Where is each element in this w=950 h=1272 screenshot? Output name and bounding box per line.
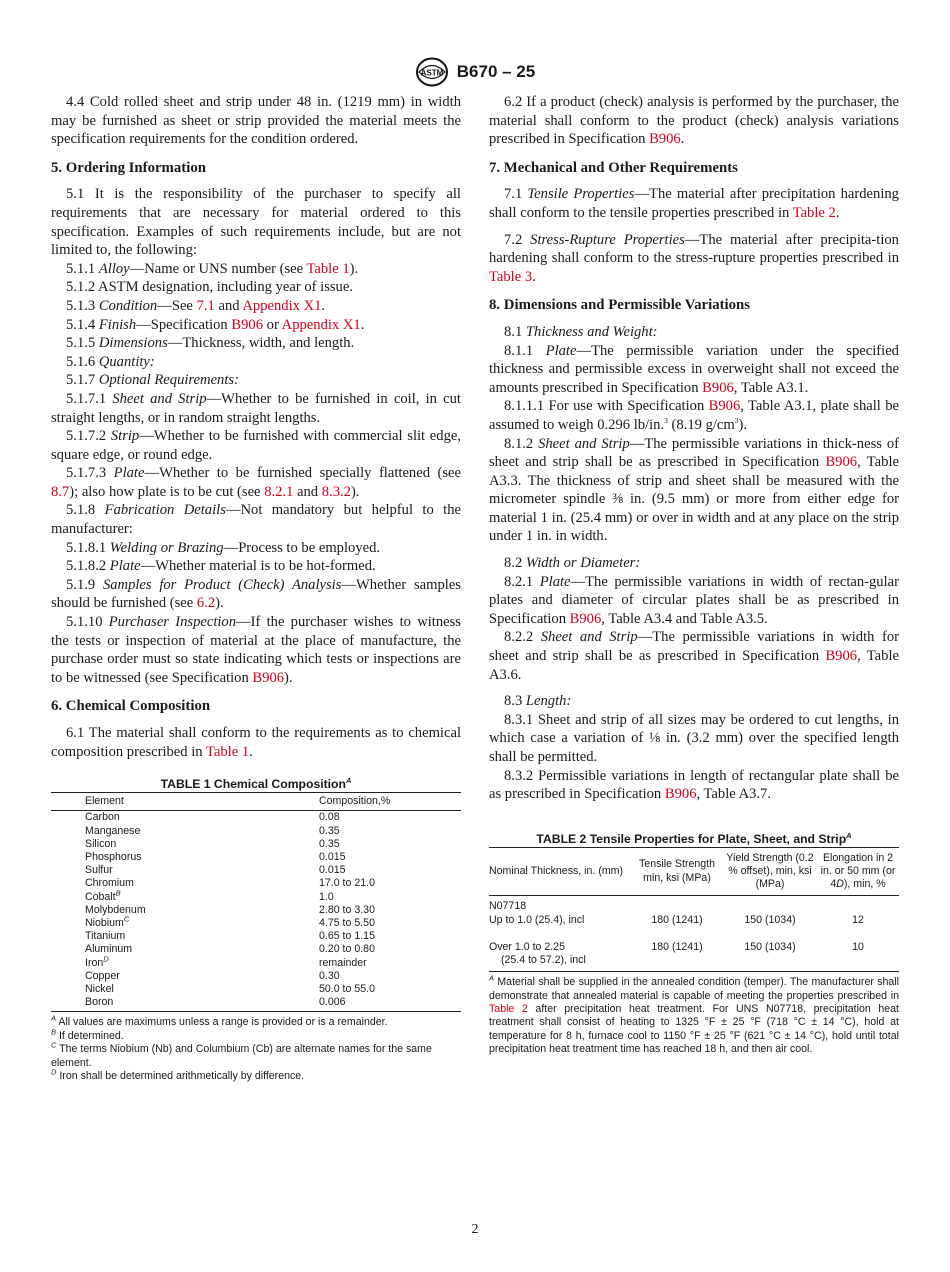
- table-row: Molybdenum 2.80 to 3.30: [85, 903, 375, 916]
- table-1-col-composition: Composition,%: [319, 793, 461, 811]
- table-2-col-yield: Yield Strength (0.2 % offset), min, ksi (MPa): [723, 847, 817, 896]
- table-1-footnote: $^A$ All values are maximums unless a range is provided or is a remainder.: [51, 1013, 388, 1029]
- table-row: Nickel 50.0 to 55.0: [85, 983, 375, 996]
- para-8-1: 8.1 Thickness and Weight:: [504, 323, 658, 340]
- para-5-1-7: 5.1.7 Optional Requirements:: [66, 372, 239, 389]
- table-2-group: N07718: [489, 900, 527, 913]
- table-row: Cobalt$^B$ 1.0: [85, 888, 334, 903]
- table-1-footnote: $^C$ The terms Niobium (Nb) and Columbium (Cb) are alternate names for the same element.: [51, 1040, 432, 1069]
- para-5-1-7-1: 5.1.7.1 Sheet and Strip—Whether to be furnished in coil, in cut straight lengths, or in random straight lengths.: [51, 390, 461, 426]
- svg-text:ASTM: ASTM: [420, 68, 444, 78]
- table-1-footnote: $^B$ If determined.: [51, 1027, 124, 1042]
- table-1-footnote: $^D$ Iron shall be determined arithmetically by difference.: [51, 1067, 305, 1083]
- para-7-2: 7.2 Stress-Rupture Properties—The material after precipita-tion hardening shall conform to the stress-rupture properties prescribed in Table 3.: [489, 231, 899, 285]
- table-2-footnote: $^A$ Material shall be supplied in the annealed condition (temper). The manufacturer shall demonstrate that annealed material is capable of meeting the properties prescribed in Table 2 after precipitation heat treatment. For UNS N07718, precipitation heat treatment shall consist of heating to 1325 °F ± 25 °F (718 °C ± 14 °C), hold at temperature for 8 h, furnace cool to 1150 °F ± 25 °F (621 °C ± 14 °C), hold until total precipitation heat treatment time has reached 18 h, and then air cool.: [489, 973, 899, 1056]
- table-row: Iron$^D$ remainder: [85, 954, 367, 969]
- link-8-2-1[interactable]: 8.2.1: [264, 483, 294, 500]
- table-2-col-thickness: Nominal Thickness, in. (mm): [489, 847, 631, 896]
- right-column: [489, 93, 899, 1057]
- table-row: Aluminum 0.20 to 0.80: [85, 943, 375, 956]
- section-7-heading: 7. Mechanical and Other Requirements: [489, 159, 738, 176]
- table-2-col-tensile: Tensile Strength min, ksi (MPa): [631, 847, 723, 896]
- designation: B670 – 25: [456, 62, 536, 81]
- para-5-1-8-2: 5.1.8.2 Plate—Whether material is to be hot-formed.: [66, 558, 376, 575]
- link-b906[interactable]: B906: [825, 648, 858, 665]
- link-b906[interactable]: B906: [649, 131, 681, 148]
- link-b906[interactable]: B906: [252, 669, 285, 686]
- table-row: Phosphorus 0.015: [85, 851, 346, 863]
- link-table-2[interactable]: Table 2: [792, 204, 836, 221]
- para-8-3-2: 8.3.2 Permissible variations in length of rectangular plate shall be as prescribed in Specification B906, Table A3.7.: [489, 767, 899, 803]
- link-b906[interactable]: B906: [569, 610, 602, 627]
- para-5-1-6: 5.1.6 Quantity:: [66, 353, 155, 370]
- link-6-2[interactable]: 6.2: [196, 595, 216, 612]
- link-b906[interactable]: B906: [664, 786, 697, 803]
- para-8-3-1: 8.3.1 Sheet and strip of all sizes may be ordered to cut lengths, in which case a variation of ⅛ in. (3.2 mm) over the specified length shall be permitted.: [489, 711, 899, 765]
- table-row: Over 1.0 to 2.25 (25.4 to 57.2), incl 180 (1241) 150 (1034) 10: [489, 941, 899, 972]
- link-7-1[interactable]: 7.1: [196, 297, 215, 314]
- para-8-1-1-1: 8.1.1.1 For use with Specification B906, Table A3.1, plate shall be assumed to weigh 0.296 lb/in.$^3$ (8.19 $g/cm^3$).: [489, 398, 900, 433]
- para-8-3: 8.3 Length:: [504, 693, 572, 710]
- link-b906[interactable]: B906: [825, 454, 858, 471]
- link-8-7[interactable]: 8.7: [51, 483, 70, 500]
- para-5-1-5: 5.1.5 Dimensions—Thickness, width, and length.: [66, 335, 355, 352]
- table-1: [51, 792, 461, 1012]
- para-5-1-3: 5.1.3 Condition—See 7.1 and Appendix X1.: [66, 297, 326, 314]
- link-table-2[interactable]: Table 2: [489, 1003, 528, 1016]
- para-5-1-7-3: 5.1.7.3 Plate—Whether to be furnished specially flattened (see 8.7); also how plate is to be cut (see 8.2.1 and 8.3.2).: [51, 465, 461, 500]
- section-8-heading: 8. Dimensions and Permissible Variations: [489, 297, 751, 314]
- link-b906[interactable]: B906: [231, 316, 264, 333]
- table-row: Sulfur 0.015: [85, 864, 346, 877]
- para-8-1-1: 8.1.1 Plate—The permissible variation under the specified thickness and permissible excess in overweight shall not exceed the amounts prescribed in Specification B906, Table A3.1.: [489, 342, 899, 396]
- para-5-1-8: 5.1.8 Fabrication Details—Not mandatory but helpful to the manufacturer:: [51, 502, 462, 538]
- link-appendix-x1[interactable]: Appendix X1: [281, 316, 361, 333]
- page-header: [0, 57, 950, 87]
- link-appendix-x1[interactable]: Appendix X1: [242, 297, 322, 314]
- table-1-title: TABLE 1 Chemical Composition$^A$: [160, 776, 352, 792]
- section-6-heading: 6. Chemical Composition: [51, 698, 211, 715]
- link-b906[interactable]: B906: [702, 379, 734, 396]
- table-row: Up to 1.0 (25.4), incl 180 (1241) 150 (1034) 12: [489, 913, 864, 926]
- para-4-4: 4.4 Cold rolled sheet and strip under 48 in. (1219 mm) in width may be furnished as sheet or strip provided the material meets the specification requirements for the condition ordered.: [51, 94, 461, 148]
- table-row: Chromium 17.0 to 21.0: [85, 877, 375, 890]
- astm-logo-icon: [415, 57, 449, 87]
- table-2-title: TABLE 2 Tensile Properties for Plate, Sheet, and Strip$^A$: [536, 830, 852, 846]
- para-5-1-2: 5.1.2 ASTM designation, including year of issue.: [66, 279, 353, 296]
- para-5-1-9: 5.1.9 Samples for Product (Check) Analysis—Whether samples should be furnished (see 6.2).: [51, 576, 461, 612]
- para-8-1-2: 8.1.2 Sheet and Strip—The permissible variations in thick-ness of sheet and strip shall be as prescribed in Specification B906, Table A3.3. The thickness of strip and sheet shall be measured with the micrometer spindle ⅜ in. (9.5 mm) or more from either edge for material 1 in. (25.4 mm) or over in width and at any place on the strip under 1 in. in width.: [489, 435, 899, 545]
- table-row: Niobium$^C$ 4.75 to 5.50: [85, 914, 375, 930]
- para-5-1-8-1: 5.1.8.1 Welding or Brazing—Process to be employed.: [66, 539, 381, 556]
- link-table-1[interactable]: Table 1: [306, 260, 350, 277]
- para-8-2-2: 8.2.2 Sheet and Strip—The permissible variations in width for sheet and strip shall be as prescribed in Specification B906, Table A3.6.: [489, 629, 899, 683]
- para-8-2-1: 8.2.1 Plate—The permissible variations in width of rectan-gular plates and diameter of circular plates shall be as prescribed in Specification B906, Table A3.4 and Table A3.5.: [489, 573, 899, 627]
- para-5-1: 5.1 It is the responsibility of the purchaser to specify all requirements that are necessary for material ordered to this specification. Examples of such requirements include, but are not limited to, the following:: [51, 186, 461, 259]
- para-8-2: 8.2 Width or Diameter:: [504, 555, 641, 572]
- table-row: Silicon 0.35: [85, 837, 340, 850]
- table-1-col-element: Element: [51, 793, 319, 811]
- para-6-2: 6.2 If a product (check) analysis is performed by the purchaser, the material shall conform to the product (check) analysis variations prescribed in Specification B906.: [489, 94, 899, 148]
- para-5-1-1: 5.1.1 Alloy—Name or UNS number (see Table 1).: [66, 260, 359, 277]
- para-5-1-7-2: 5.1.7.2 Strip—Whether to be furnished with commercial slit edge, square edge, or round edge.: [51, 428, 461, 463]
- link-b906[interactable]: B906: [708, 398, 741, 415]
- section-5-heading: 5. Ordering Information: [51, 159, 206, 176]
- link-8-3-2[interactable]: 8.3.2: [321, 483, 351, 500]
- para-5-1-10: 5.1.10 Purchaser Inspection—If the purchaser wishes to witness the tests or inspection of material at the place of manufacture, the purchase order must so state indicating which tests or inspections are to be witnessed (see Specification B906).: [51, 614, 461, 686]
- table-row: Carbon 0.08: [85, 811, 340, 824]
- para-7-1: 7.1 Tensile Properties—The material after precipitation hardening shall conform to the tensile properties prescribed in Table 2.: [489, 186, 899, 221]
- left-column: [51, 93, 461, 1083]
- table-row: Manganese 0.35: [85, 824, 340, 837]
- para-6-1: 6.1 The material shall conform to the requirements as to chemical composition prescribed in Table 1.: [51, 725, 461, 760]
- para-5-1-4: 5.1.4 Finish—Specification B906 or Appendix X1.: [66, 316, 365, 333]
- table-2: [489, 847, 899, 972]
- table-row: Copper 0.30: [85, 969, 340, 982]
- table-2-col-elongation: Elongation in 2 in. or 50 mm (or 4D), min, %: [817, 847, 899, 896]
- page-number: 2: [471, 1222, 479, 1237]
- link-table-3[interactable]: Table 3: [489, 268, 533, 285]
- link-table-1[interactable]: Table 1: [205, 743, 250, 760]
- table-row: Boron 0.006: [51, 996, 461, 1012]
- table-1-footnotes: [51, 1013, 461, 1083]
- table-row: Titanium 0.65 to 1.15: [85, 930, 375, 943]
